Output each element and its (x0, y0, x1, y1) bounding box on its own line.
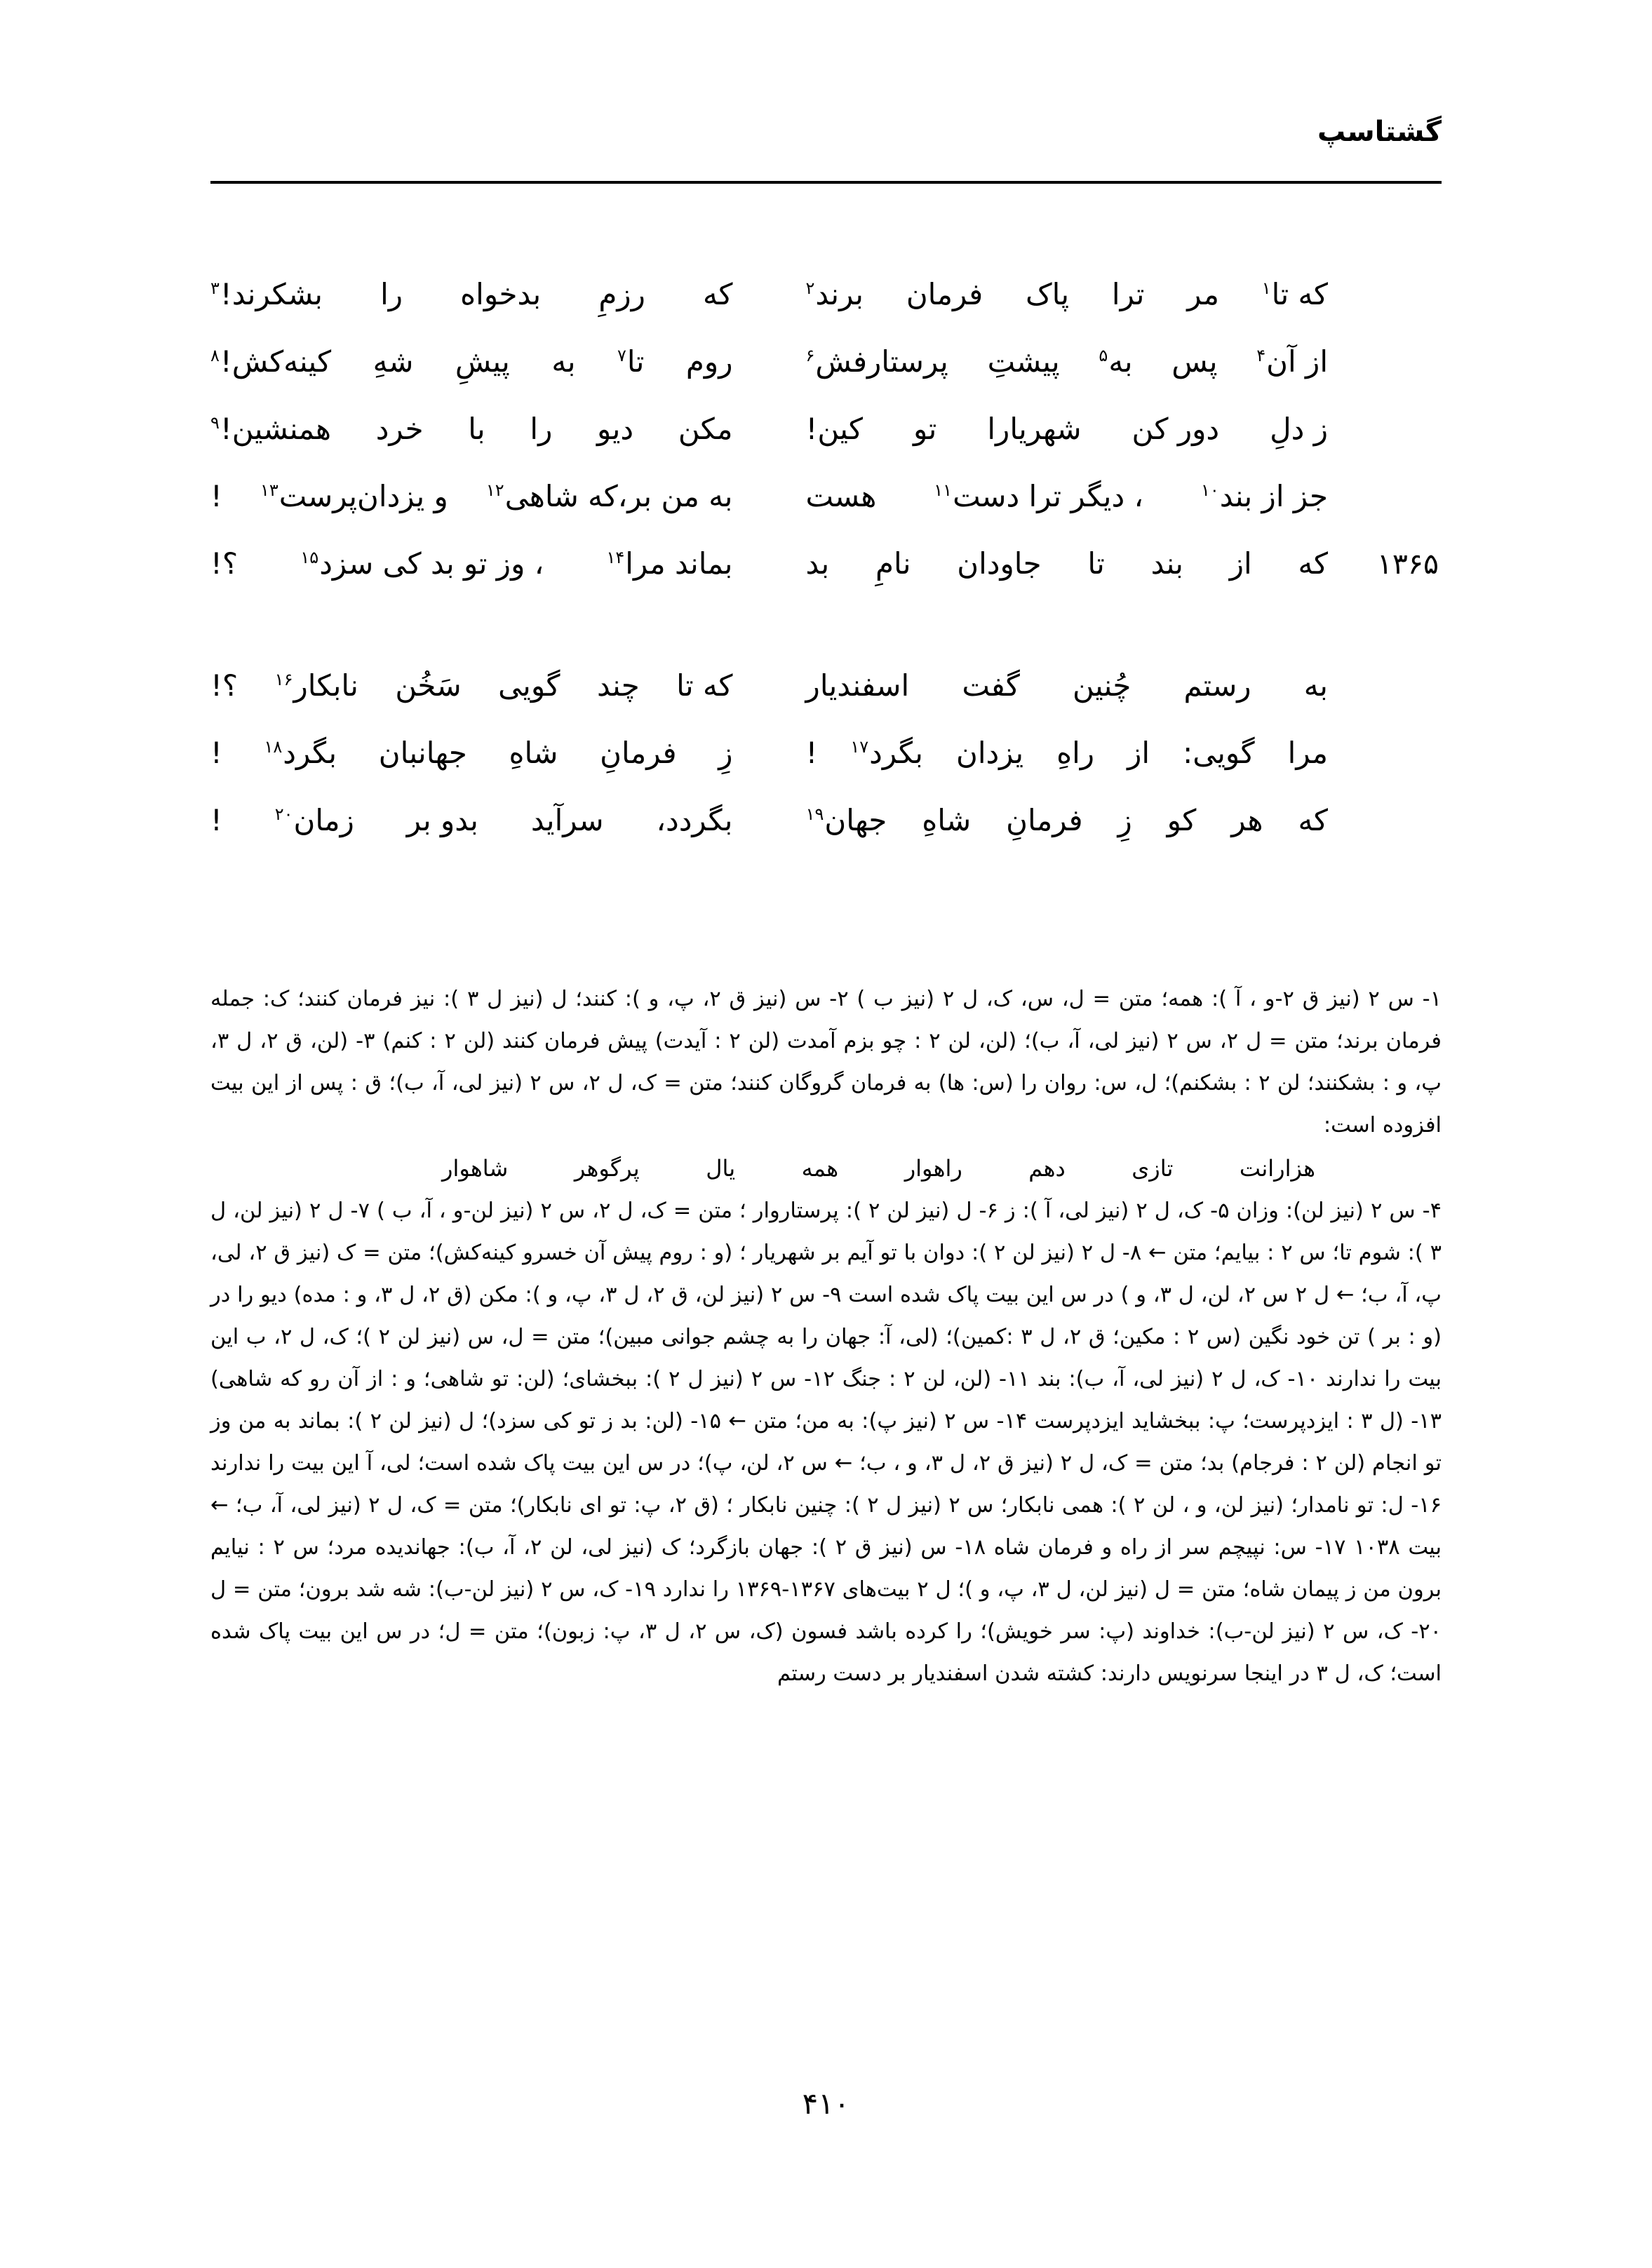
verse-word: ! (210, 736, 222, 770)
verse-word: جاودان (957, 546, 1042, 581)
apparatus-inset-verse (210, 1147, 1442, 1190)
verse-word: از (1127, 736, 1150, 770)
verse-word: شهِ (372, 344, 414, 379)
verse-line (210, 396, 1442, 463)
verse-word: بماند مرا$^{۱۴}$ (606, 546, 733, 581)
verse-word: روم (685, 344, 733, 379)
running-head (210, 118, 1442, 181)
verse-word: ترا (1111, 277, 1145, 311)
verse-word: جهان$^{۱۹}$ (805, 803, 887, 837)
verse-word: ، دیگر ترا دست$^{۱۱}$ (934, 479, 1144, 513)
verse-word: هر (1231, 803, 1263, 837)
hemistich-right (765, 720, 1341, 787)
verse-word: خرد (375, 412, 424, 446)
verse-line (210, 720, 1442, 787)
verse-word: بگرد$^{۱۸}$ (264, 736, 337, 770)
verse-word: دیو (597, 412, 634, 446)
verse-word: دور کن (1131, 412, 1220, 446)
verse-word: راهِ (1056, 736, 1095, 770)
verse-word: به من بر،که شاهی$^{۱۲}$ (485, 479, 733, 513)
verse-word: بدخواه (460, 277, 542, 311)
verse-word: که (702, 277, 733, 311)
footnote-marker: ۷ (617, 346, 626, 365)
verse-word: گفت (962, 668, 1020, 703)
verse-word: یزدان (955, 736, 1024, 770)
footnote-marker: ۴ (1256, 346, 1266, 365)
hemistich-right (765, 463, 1341, 530)
hemistich-left (210, 787, 765, 854)
verse-word: گویی (498, 668, 560, 703)
verse-word: را (380, 277, 403, 311)
verse-word: فرمانِ (1006, 803, 1083, 837)
footnote-marker: ۳ (210, 278, 220, 298)
verse-word: مکن (678, 412, 733, 446)
apparatus-verse-word: شاهوار (442, 1155, 509, 1182)
verse-word: پرستارفش$^۶$ (805, 344, 948, 379)
hemistich-right (765, 652, 1341, 720)
folio-number: ۴۱۰ (802, 2086, 850, 2121)
verse-word: بد (805, 546, 830, 581)
verse-word: که (1298, 803, 1328, 837)
verse-word: جهانبان (378, 736, 467, 770)
verse-word: نامِ (875, 546, 911, 581)
hemistich-left (210, 530, 765, 598)
verse-word: تا$^۷$ (617, 344, 645, 379)
verse-word: کین! (805, 412, 863, 446)
apparatus-verse-word: هزارانت (1239, 1155, 1315, 1182)
apparatus-verse-word: راهوار (904, 1155, 962, 1182)
hemistich-right (765, 328, 1341, 396)
verse-word: پاک (1026, 277, 1070, 311)
verse-word: شهریارا (987, 412, 1082, 446)
verse-word: به (551, 344, 576, 379)
verse-number: ۱۳۶۵ (1376, 547, 1439, 581)
verse-word: چند (596, 668, 640, 703)
footnote-marker: ۱۱ (934, 480, 953, 500)
verse-word: را (530, 412, 553, 446)
verse-word: فرمان (906, 277, 983, 311)
critical-apparatus (210, 978, 1442, 1695)
hemistich-left (210, 328, 765, 396)
stanza-1 (210, 261, 1442, 598)
stanza-2 (210, 652, 1442, 854)
footnote-marker: ۲۰ (274, 804, 293, 824)
verse-word: ! (805, 736, 818, 770)
verse-word: شاهِ (509, 736, 558, 770)
verse-word: بند (1150, 546, 1183, 581)
hemistich-left (210, 720, 765, 787)
verse-word: سرآید (530, 803, 604, 837)
verse-word: چُنین (1073, 668, 1131, 703)
verse-line (210, 261, 1442, 328)
hemistich-left (210, 652, 765, 720)
verse-line (210, 530, 1442, 598)
verse-word: ز دلِ (1270, 412, 1328, 446)
verse-word: ! (210, 803, 222, 837)
hemistich-left (210, 463, 765, 530)
footnote-marker: ۱۲ (485, 480, 504, 500)
footnote-marker: ۱۶ (274, 670, 293, 689)
verse-word: از آن$^۴$ (1256, 344, 1328, 379)
verse-word: زمان$^{۲۰}$ (274, 803, 354, 837)
verse-word: مرا (1287, 736, 1328, 770)
footnote-marker: ۱۴ (606, 548, 625, 567)
header-rule (210, 181, 1442, 184)
footnote-marker: ۸ (210, 346, 220, 365)
verse-word: سَخُن (395, 668, 462, 703)
verse-word: ، وز تو بد کی سزد$^{۱۵}$ (300, 546, 544, 581)
verse-word: و یزدان‌پرست$^{۱۳}$ (260, 479, 448, 513)
verse-word: زِ (1117, 803, 1132, 837)
verse-word: رزمِ (598, 277, 645, 311)
verse-word: پیشِ (455, 344, 510, 379)
verse-word: به$^۵$ (1099, 344, 1133, 379)
verse-word: همنشین!$^۹$ (210, 412, 331, 446)
footnote-marker: ۹ (210, 413, 220, 433)
hemistich-left (210, 261, 765, 328)
verse-word: برند$^۲$ (805, 277, 864, 311)
verse-line (210, 328, 1442, 396)
apparatus-verse-word: پرگوهر (574, 1155, 640, 1182)
verse-word: ؟! (210, 668, 239, 703)
verse-block (210, 261, 1442, 867)
verse-word: که تا (676, 668, 733, 703)
footnote-marker: ۱۸ (264, 737, 283, 757)
verse-word: که (1298, 546, 1328, 581)
verse-word: پس (1171, 344, 1218, 379)
verse-word: کو (1167, 803, 1197, 837)
hemistich-right (765, 396, 1341, 463)
verse-word: پیشتِ (987, 344, 1060, 379)
footnote-marker: ۱۷ (850, 737, 869, 757)
footnote-marker: ۵ (1099, 346, 1108, 365)
verse-word: بگردد، (656, 803, 733, 837)
verse-word: نابکار$^{۱۶}$ (274, 668, 358, 703)
footnote-marker: ۶ (805, 346, 815, 365)
verse-word: به (1303, 668, 1328, 703)
verse-word: تا (1087, 546, 1105, 581)
verse-line (210, 652, 1442, 720)
running-head-title: گشتاسپ (1317, 116, 1442, 148)
verse-word: مر (1187, 277, 1219, 311)
verse-word: تو (913, 412, 937, 446)
apparatus-verse-word: همه (801, 1155, 839, 1182)
verse-word: شاهِ (922, 803, 972, 837)
apparatus-verse-word: یال (706, 1155, 736, 1182)
footnote-marker: ۱۹ (805, 804, 824, 824)
verse-word: از (1229, 546, 1252, 581)
verse-word: بگرد$^{۱۷}$ (850, 736, 923, 770)
verse-line (210, 787, 1442, 854)
hemistich-right (765, 530, 1341, 598)
footnote-marker: ۱۵ (300, 548, 319, 567)
verse-word: رستم (1183, 668, 1251, 703)
footnote-marker: ۲ (805, 278, 815, 298)
apparatus-verse-word: دهم (1028, 1155, 1066, 1182)
verse-word: با (468, 412, 485, 446)
verse-word: که تا$^۱$ (1261, 277, 1328, 311)
footnote-marker: ۱ (1261, 278, 1271, 298)
verse-word: ! (210, 479, 222, 513)
verse-word: بشکرند!$^۳$ (210, 277, 323, 311)
verse-word: گویی: (1183, 736, 1255, 770)
verse-word: کینه‌کش!$^۸$ (210, 344, 332, 379)
apparatus-verse-word: تازی (1131, 1155, 1174, 1182)
hemistich-right (765, 787, 1341, 854)
verse-word: زِ (718, 736, 733, 770)
footnote-marker: ۱۰ (1201, 480, 1219, 500)
verse-word: جز از بند$^{۱۰}$ (1201, 479, 1328, 513)
hemistich-left (210, 396, 765, 463)
apparatus-paragraph-1: ۱- س ۲ (نیز ق ۲-و ، آ ): همه؛ متن = ل، س، ک، ل ۲ (نیز ب ) ۲- س (نیز ق ۲، پ، و ): کنند؛ ل (نیز ل ۳ ): نیز فرمان کنند؛ ک: جمله فرمان برند؛ متن = ل ۲، س ۲ (نیز لی، آ، ب)؛ (لن، لن ۲ : چو بزم آمدت (لن ۲ : آیدت) پیش فرمان کنند (لن ۲ : کنم) ۳- (لن، ق ۲، ل ۳، پ، و : بشکنند؛ لن ۲ : بشکنم)؛ ل، س: روان را (س: ها) به فرمان گروگان کنند؛ متن = ک، ل ۲، س ۲ (نیز لی، آ، ب)؛ ق : پس از این بیت افزوده است: (210, 987, 1442, 1138)
apparatus-paragraph-2: ۴- س ۲ (نیز لن): وزان ۵- ک، ل ۲ (نیز لی، آ ): ز ۶- ل (نیز لن ۲ ): پرستاروار ؛ متن = ک، ل ۲، س ۲ (نیز لن-و ، آ، ب ) ۷- ل ۲ (نیز لن، ل ۳ ): شوم تا؛ س ۲ : بیایم؛ متن ← ۸- ل ۲ (نیز لن ۲ ): دوان با تو آیم بر شهریار ؛ (و : روم پیش آن خسرو کینه‌کش)؛ متن = ک (نیز ق ۲، لی، پ، آ، ب؛ ← ل ۲ س ۲، لن، ل ۳، و ) در س این بیت پاک شده است ۹- س ۲ (نیز لن، ق ۲، ل ۳، پ، و ): مکن (ق ۲، ل ۳، و : مده) دیو را در (و : بر ) تن خود نگین (س ۲ : مکین؛ ق ۲، ل ۳ :کمین)؛ (لی، آ: جهان را به چشم جوانی مبین)؛ متن = ل، س (نیز لن ۲ )؛ ک، ل ۲، ب این بیت را ندارند ۱۰- ک، ل ۲ (نیز لی، آ، ب): بند ۱۱- (لن، لن ۲ : جنگ ۱۲- س ۲ (نیز ل ۲ ): ببخشای؛ (لن: تو شاهی؛ و : از آن رو که شاهی) ۱۳- (ل ۳ : ایزدپرست؛ پ: ببخشاید ایزدپرست ۱۴- س ۲ (نیز پ): به من؛ متن ← ۱۵- (لن: بد ز تو کی سزد)؛ ل (نیز لن ۲ ): بماند به من وز تو انجام (لن ۲ : فرجام) بد؛ متن = ک، ل ۲ (نیز ق ۲، ل ۳، و ، ب؛ ← س ۲، لن، پ)؛ در س این بیت پاک شده است؛ لی، آ این بیت را ندارند ۱۶- ل: تو نامدار؛ (نیز لن، و ، لن ۲ ): همی نابکار؛ س ۲ (نیز ل ۲ ): چنین نابکار ؛ (ق ۲، پ: تو ای نابکار)؛ متن = ک، ل ۲ (نیز لی، آ، ب؛ ← بیت ۱۰۳۸ ۱۷- س: نپیچم سر از راه و فرمان شاه ۱۸- س (نیز ق ۲ ): جهان بازگرد؛ ک (نیز لی، لن ۲، آ، ب): جهاندیده مرد؛ س ۲ : نیایم برون من ز پیمان شاه؛ متن = ل (نیز لن، ل ۳، پ، و )؛ ل ۲ بیت‌های ۱۳۶۷-۱۳۶۹ را ندارد ۱۹- ک، س ۲ (نیز لن-ب): شه شد برون؛ متن = ل ۲۰- ک، س ۲ (نیز لن-ب): خداوند (پ: سر خویش)؛ را کرده باشد فسون (ک، س ۲، ل ۳، پ: زبون)؛ متن = ل؛ در س این بیت پاک شده است؛ ک، ل ۳ در اینجا سرنویس دارند: کشته شدن اسفندیار بر دست رستم (210, 1199, 1442, 1686)
verse-word: اسفندیار (805, 668, 910, 703)
verse-word: بدو بر (406, 803, 478, 837)
verse-word: هست (805, 479, 877, 513)
verse-word: فرمانِ (600, 736, 677, 770)
verse-line (210, 463, 1442, 530)
verse-word: ؟! (210, 546, 239, 581)
footnote-marker: ۱۳ (260, 480, 278, 500)
hemistich-right (765, 261, 1341, 328)
